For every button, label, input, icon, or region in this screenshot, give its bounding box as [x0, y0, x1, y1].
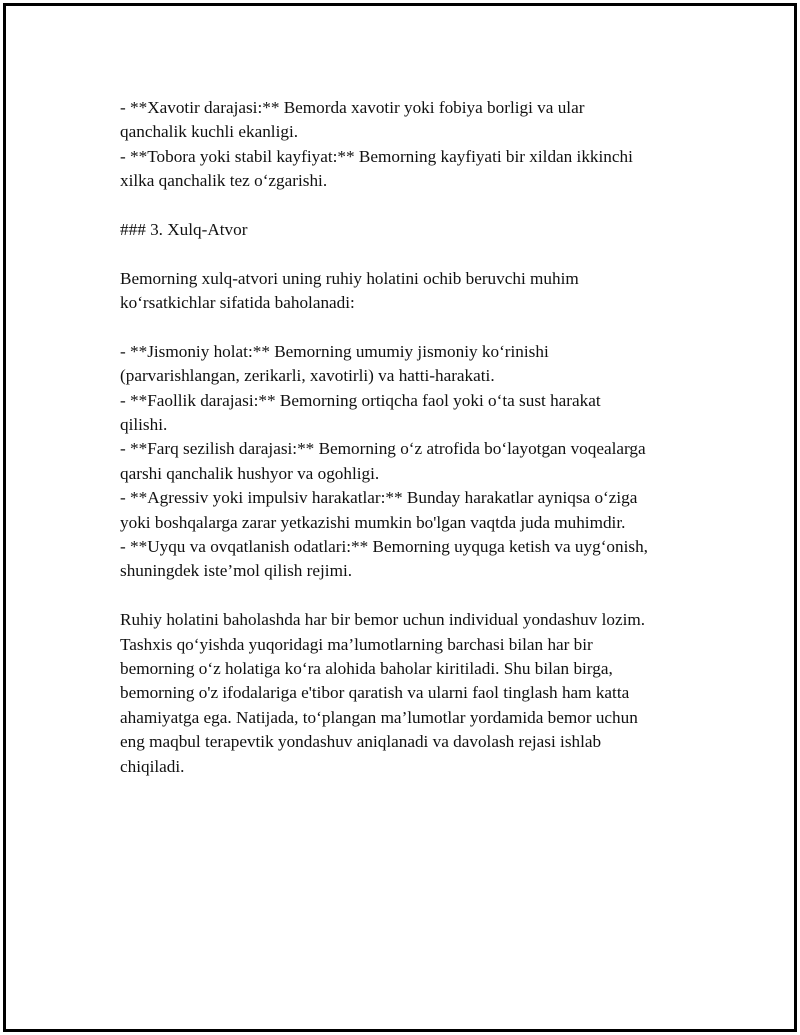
- paragraph-line: bemorning o'z ifodalariga e'tibor qaratish va ularni faol tinglash ham katta: [120, 683, 630, 703]
- bullet-line: - **Farq sezilish darajasi:** Bemorning o‘z atrofida bo‘layotgan voqealarga: [120, 439, 646, 459]
- paragraph-line: eng maqbul terapevtik yondashuv aniqlanadi va davolash rejasi ishlab: [120, 732, 602, 752]
- bullet-line: - **Jismoniy holat:** Bemorning umumiy jismoniy ko‘rinishi: [120, 341, 549, 361]
- paragraph-line: ahamiyatga ega. Natijada, to‘plangan ma’lumotlar yordamida bemor uchun: [120, 707, 638, 727]
- bullet-line: qilishi.: [120, 415, 168, 435]
- bullet-line: xilka qanchalik tez o‘zgarishi.: [120, 171, 328, 191]
- paragraph-line: Tashxis qo‘yishda yuqoridagi ma’lumotlarning barchasi bilan har bir: [120, 634, 593, 654]
- bullet-line: (parvarishlangan, zerikarli, xavotirli) va hatti-harakati.: [120, 366, 495, 386]
- conclusion-paragraph: [120, 608, 720, 779]
- bullet-line: yoki boshqalarga zarar yetkazishi mumkin bo'lgan vaqtda juda muhimdir.: [120, 512, 626, 532]
- intro-paragraph: [120, 267, 720, 316]
- page-frame: [3, 3, 797, 1032]
- bullet-line: - **Tobora yoki stabil kayfiyat:** Bemorning kayfiyati bir xildan ikkinchi: [120, 146, 633, 166]
- section-heading: ### 3. Xulq-Atvor: [120, 219, 248, 239]
- bullet-line: - **Agressiv yoki impulsiv harakatlar:** Bunday harakatlar ayniqsa o‘ziga: [120, 488, 638, 508]
- bullet-line: qanchalik kuchli ekanligi.: [120, 122, 299, 142]
- paragraph-line: Bemorning xulq-atvori uning ruhiy holatini ochib beruvchi muhim: [120, 268, 579, 288]
- document-body: [120, 96, 720, 779]
- paragraph-line: chiqiladi.: [120, 756, 185, 776]
- paragraph-line: bemorning o‘z holatiga ko‘ra alohida baholar kiritiladi. Shu bilan birga,: [120, 658, 613, 678]
- bullet-line: - **Xavotir darajasi:** Bemorda xavotir yoki fobiya borligi va ular: [120, 98, 585, 117]
- bullet-line: qarshi qanchalik hushyor va ogohligi.: [120, 463, 380, 483]
- bullet-line: shuningdek iste’mol qilish rejimi.: [120, 561, 353, 581]
- paragraph-line: Ruhiy holatini baholashda har bir bemor uchun individual yondashuv lozim.: [120, 610, 646, 630]
- bullet-list-mood: [120, 96, 720, 194]
- bullet-line: - **Faollik darajasi:** Bemorning ortiqcha faol yoki o‘ta sust harakat: [120, 390, 601, 410]
- paragraph-line: ko‘rsatkichlar sifatida baholanadi:: [120, 293, 355, 313]
- bullet-list-behavior: [120, 340, 720, 584]
- bullet-line: - **Uyqu va ovqatlanish odatlari:** Bemorning uyquga ketish va uyg‘onish,: [120, 537, 648, 557]
